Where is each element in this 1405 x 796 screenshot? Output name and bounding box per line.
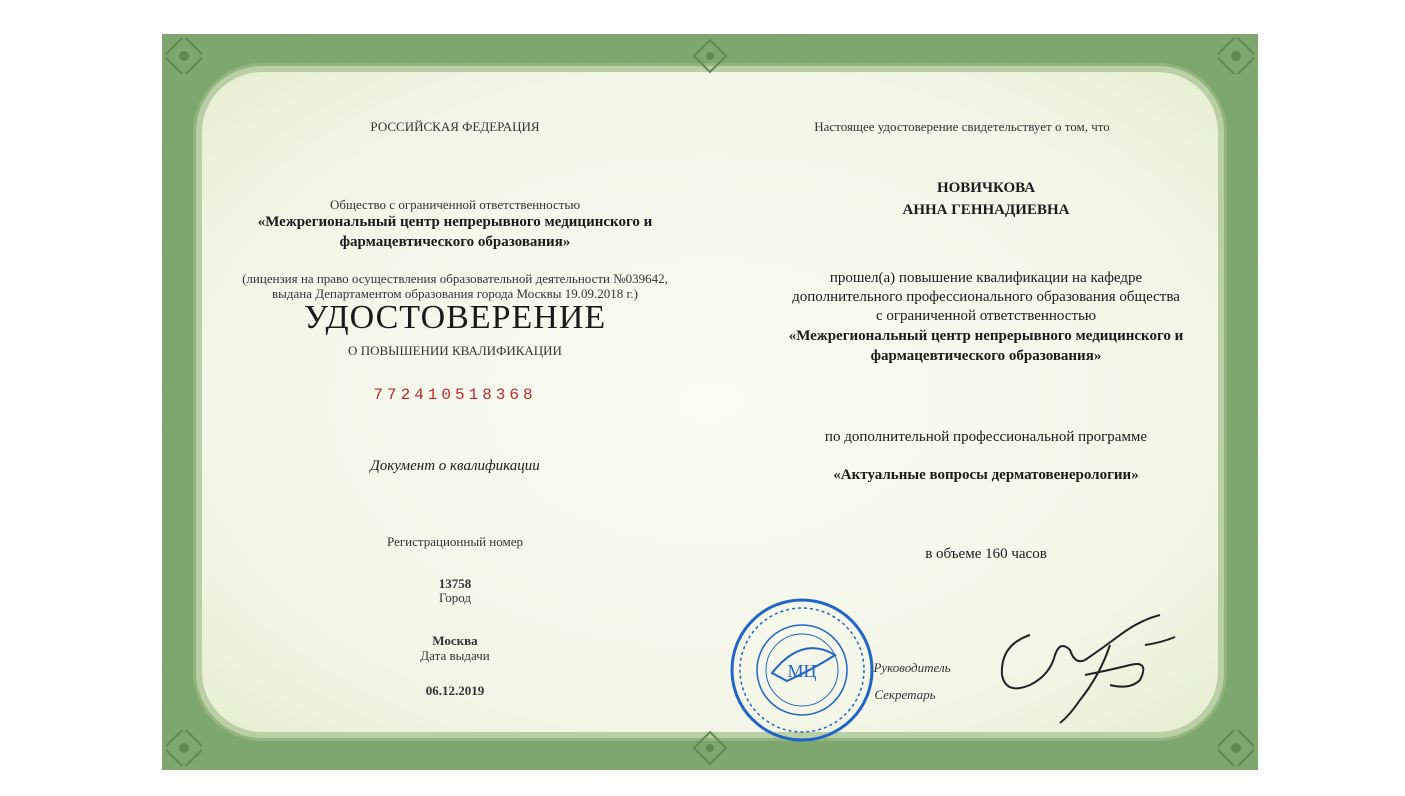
qualification-text-line1: прошел(а) повышение квалификации на кафедре — [829, 270, 1143, 286]
country-label: РОССИЙСКАЯ ФЕДЕРАЦИЯ — [370, 119, 540, 134]
corner-ornament-icon — [1218, 38, 1254, 74]
city-label: Город — [438, 590, 472, 605]
program-label: по дополнительной профессиональной программе — [824, 429, 1148, 445]
org-name-line2: фармацевтического образования» — [339, 234, 571, 250]
corner-ornament-icon — [166, 730, 202, 766]
org-type-label: Общество с ограниченной ответственностью — [329, 197, 581, 212]
document-type: Документ о квалификации — [370, 458, 540, 474]
issue-date-value: 06.12.2019 — [425, 683, 485, 698]
intro-text: Настоящее удостоверение свидетельствует о том, что — [814, 119, 1110, 134]
city-value: Москва — [432, 633, 478, 648]
org-name-right-line1: «Межрегиональный центр непрерывного медицинского и — [788, 328, 1184, 344]
bottom-center-ornament-icon — [692, 730, 728, 766]
volume-hours: в объеме 160 часов — [925, 546, 1047, 562]
org-name-line1: «Межрегиональный центр непрерывного медицинского и — [257, 214, 653, 230]
signature-icon — [990, 605, 1190, 725]
head-label: Руководитель — [873, 660, 951, 675]
issue-date-label: Дата выдачи — [420, 648, 490, 663]
holder-name: АННА ГЕННАДИЕВНА — [902, 202, 1070, 218]
org-name-right-line2: фармацевтического образования» — [870, 348, 1102, 364]
official-stamp — [727, 595, 877, 745]
registration-number-value: 13758 — [438, 576, 472, 591]
program-name: «Актуальные вопросы дерматовенерологии» — [833, 467, 1139, 483]
document-subtitle: О ПОВЫШЕНИИ КВАЛИФИКАЦИИ — [348, 343, 562, 358]
qualification-text-line2: дополнительного профессионального образования общества — [792, 289, 1180, 305]
license-line2: выдана Департаментом образования города Москвы 19.09.2018 г.) — [272, 286, 638, 301]
qualification-text-line3: с ограниченной ответственностью — [875, 308, 1097, 324]
document-title: УДОСТОВЕРЕНИЕ — [303, 299, 607, 336]
stamp-center-text: МЦ — [787, 661, 817, 681]
corner-ornament-icon — [166, 38, 202, 74]
registration-number-label: Регистрационный номер — [387, 534, 523, 549]
secretary-label: Секретарь — [874, 687, 936, 702]
corner-ornament-icon — [1218, 730, 1254, 766]
license-line1: (лицензия на право осуществления образовательной деятельности №039642, — [242, 271, 668, 286]
holder-surname: НОВИЧКОВА — [936, 180, 1036, 196]
certificate-number: 772410518368 — [373, 386, 537, 404]
top-center-ornament-icon — [692, 38, 728, 74]
